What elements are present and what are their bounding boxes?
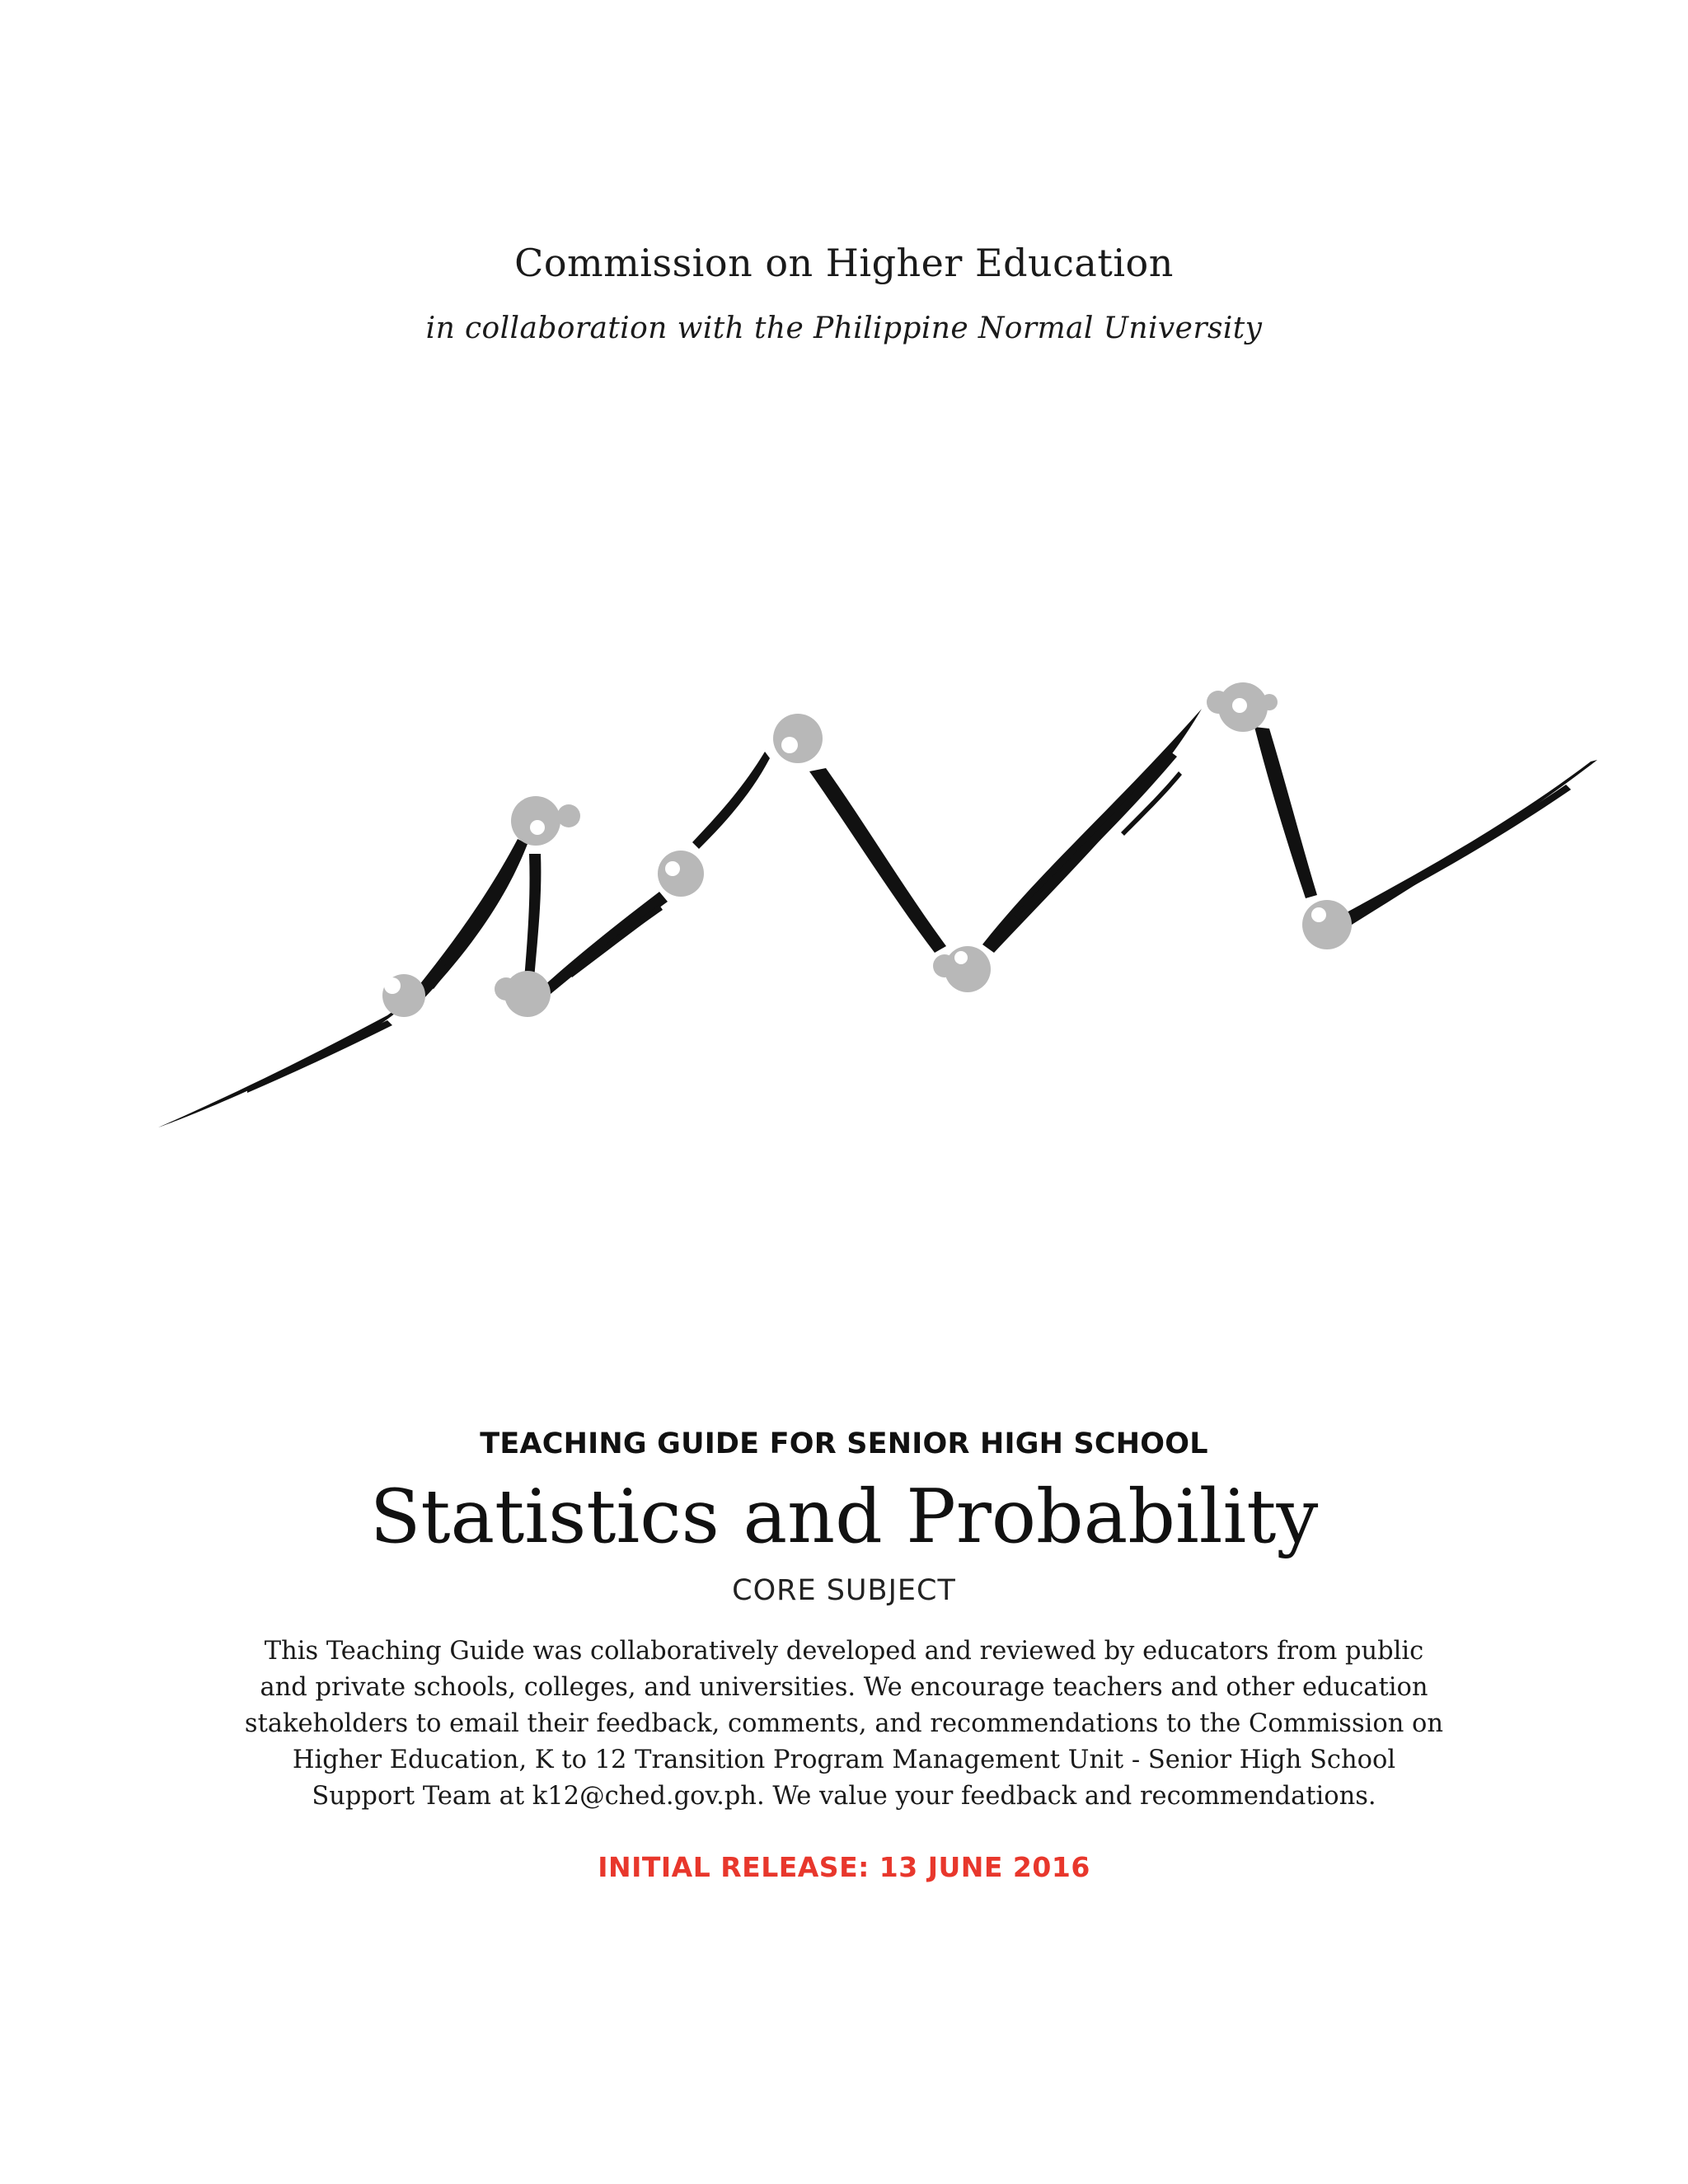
brush-stroke [569,905,663,977]
climber-figure [382,974,425,1017]
issuer-name: Commission on Higher Education [514,241,1174,285]
climber-figure [933,946,991,992]
brush-stroke [544,892,668,994]
description-line: stakeholders to email their feedback, comments, and recommendations to the Commission on [244,1709,1444,1738]
description-line: and private schools, colleges, and universities. We encourage teachers and other education [260,1673,1428,1702]
feedback-description [206,1633,1482,1815]
climber-figure [511,796,580,846]
description-line: Higher Education, K to 12 Transition Program Management Unit - Senior High School [292,1746,1396,1774]
collaboration-line: in collaboration with the Philippine Normal University [425,312,1263,345]
guide-kicker: TEACHING GUIDE FOR SENIOR HIGH SCHOOL [480,1427,1208,1460]
brush-stroke [524,854,541,979]
brush-stroke [1362,785,1571,912]
brush-stroke [1014,752,1177,920]
mountain-brush-illustration [0,659,1688,1170]
brush-stroke [158,1002,406,1127]
description-line: This Teaching Guide was collaboratively developed and reviewed by educators from public [264,1637,1424,1666]
brush-stroke [247,1020,392,1093]
climber-figure [495,971,551,1017]
climber-figure [773,714,823,763]
release-date: INITIAL RELEASE: 13 JUNE 2016 [598,1851,1090,1883]
subject-type: CORE SUBJECT [732,1574,956,1607]
climber-figure [1207,682,1278,732]
climber-figure [658,851,704,897]
brush-stroke [692,752,770,849]
brush-stroke [1254,727,1317,898]
description-line: Support Team at k12@ched.gov.ph. We value your feedback and recommendations. [312,1782,1376,1811]
climber-figure [1302,900,1352,949]
brush-stroke [809,768,946,953]
document-title: Statistics and Probability [369,1474,1319,1560]
brush-strokes [158,709,1597,1127]
